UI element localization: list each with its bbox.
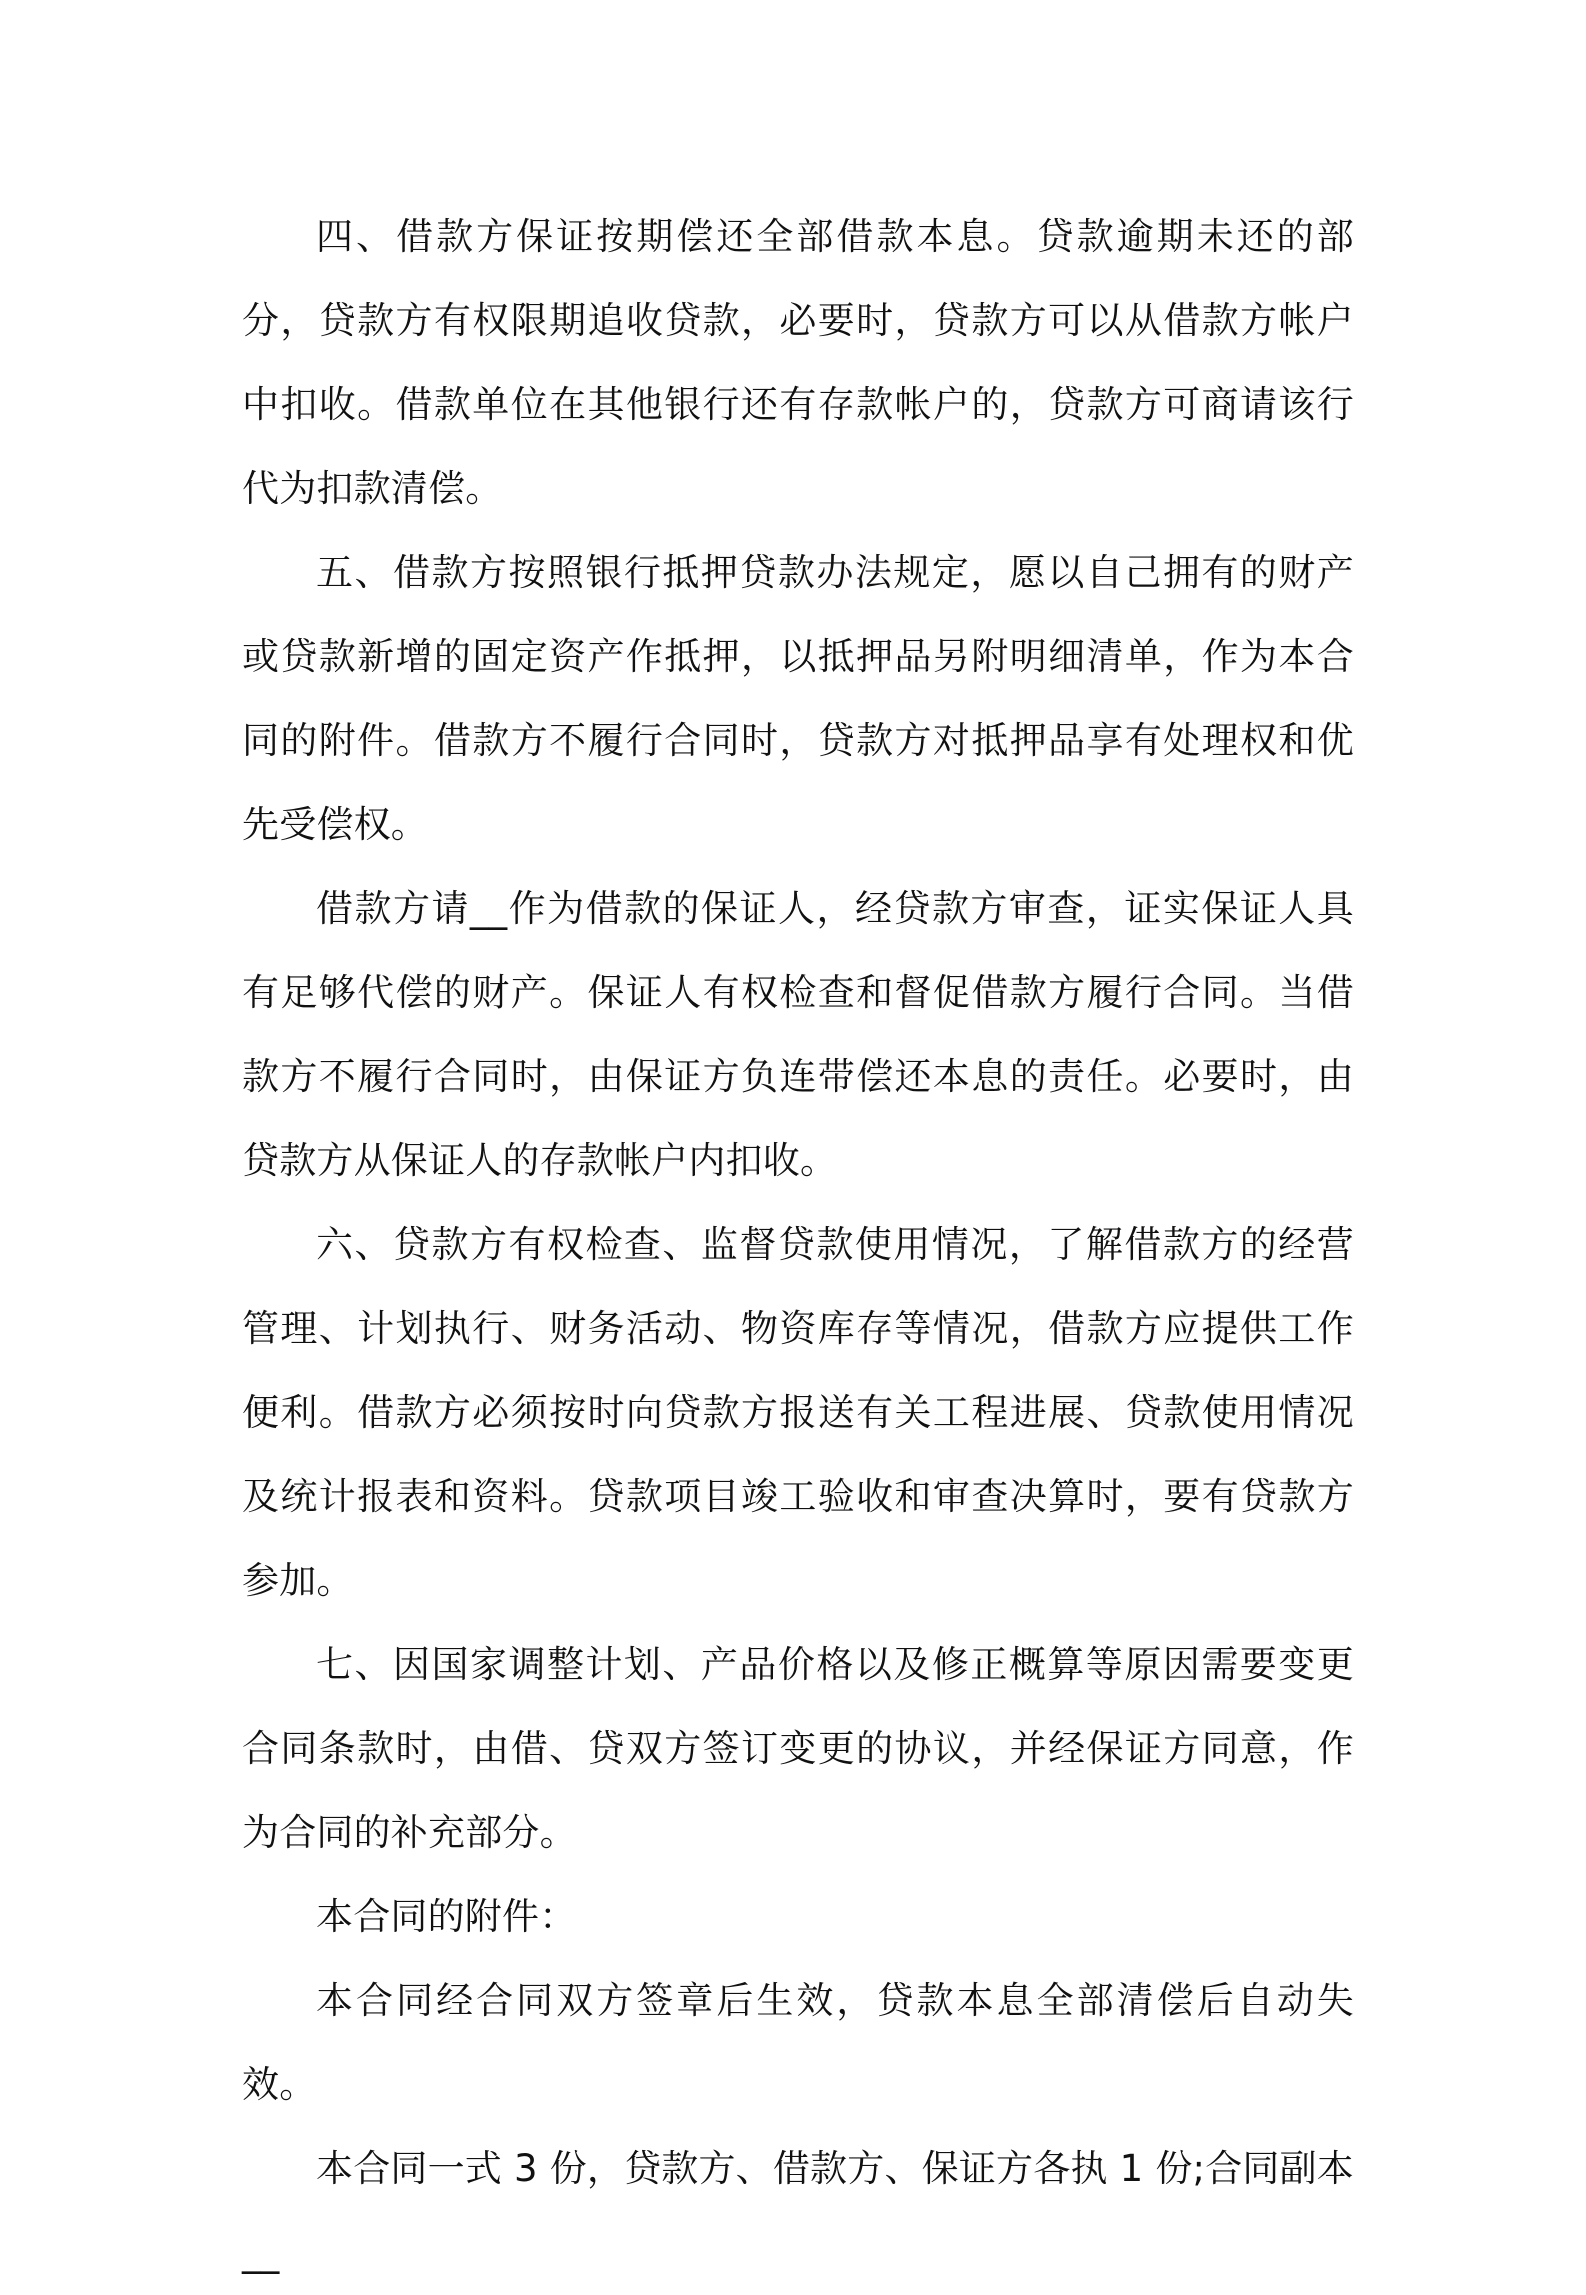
paragraph-clause-5: 五、借款方按照银行抵押贷款办法规定，愿以自己拥有的财产或贷款新增的固定资产作抵押，以抵押品另附明细清单，作为本合同的附件。借款方不履行合同时，贷款方对抵押品享有处理权和优先受偿权。	[242, 551, 1354, 846]
paragraph-clause-6: 六、贷款方有权检查、监督贷款使用情况，了解借款方的经营管理、计划执行、财务活动、物资库存等情况，借款方应提供工作便利。借款方必须按时向贷款方报送有关工程进展、贷款使用情况及统计报表和资料。贷款项目竣工验收和审查决算时，要有贷款方参加。	[242, 1223, 1354, 1602]
paragraph-attachments: 本合同的附件：	[316, 1895, 577, 1938]
paragraph-copies: 本合同一式 3 份，贷款方、借款方、保证方各执 1 份;合同副本__	[242, 2147, 1354, 2274]
paragraph-effectiveness: 本合同经合同双方签章后生效，贷款本息全部清偿后自动失效。	[242, 1979, 1354, 2106]
paragraph-clause-7: 七、因国家调整计划、产品价格以及修正概算等原因需要变更合同条款时，由借、贷双方签订变更的协议，并经保证方同意，作为合同的补充部分。	[242, 1643, 1354, 1854]
document-body	[242, 195, 1354, 2295]
paragraph-clause-4: 四、借款方保证按期偿还全部借款本息。贷款逾期未还的部分，贷款方有权限期追收贷款，必要时，贷款方可以从借款方帐户中扣收。借款单位在其他银行还有存款帐户的，贷款方可商请该行代为扣款清偿。	[242, 215, 1354, 510]
paragraph-guarantor: 借款方请__作为借款的保证人，经贷款方审查，证实保证人具有足够代偿的财产。保证人有权检查和督促借款方履行合同。当借款方不履行合同时，由保证方负连带偿还本息的责任。必要时，由贷款方从保证人的存款帐户内扣收。	[242, 887, 1354, 1182]
